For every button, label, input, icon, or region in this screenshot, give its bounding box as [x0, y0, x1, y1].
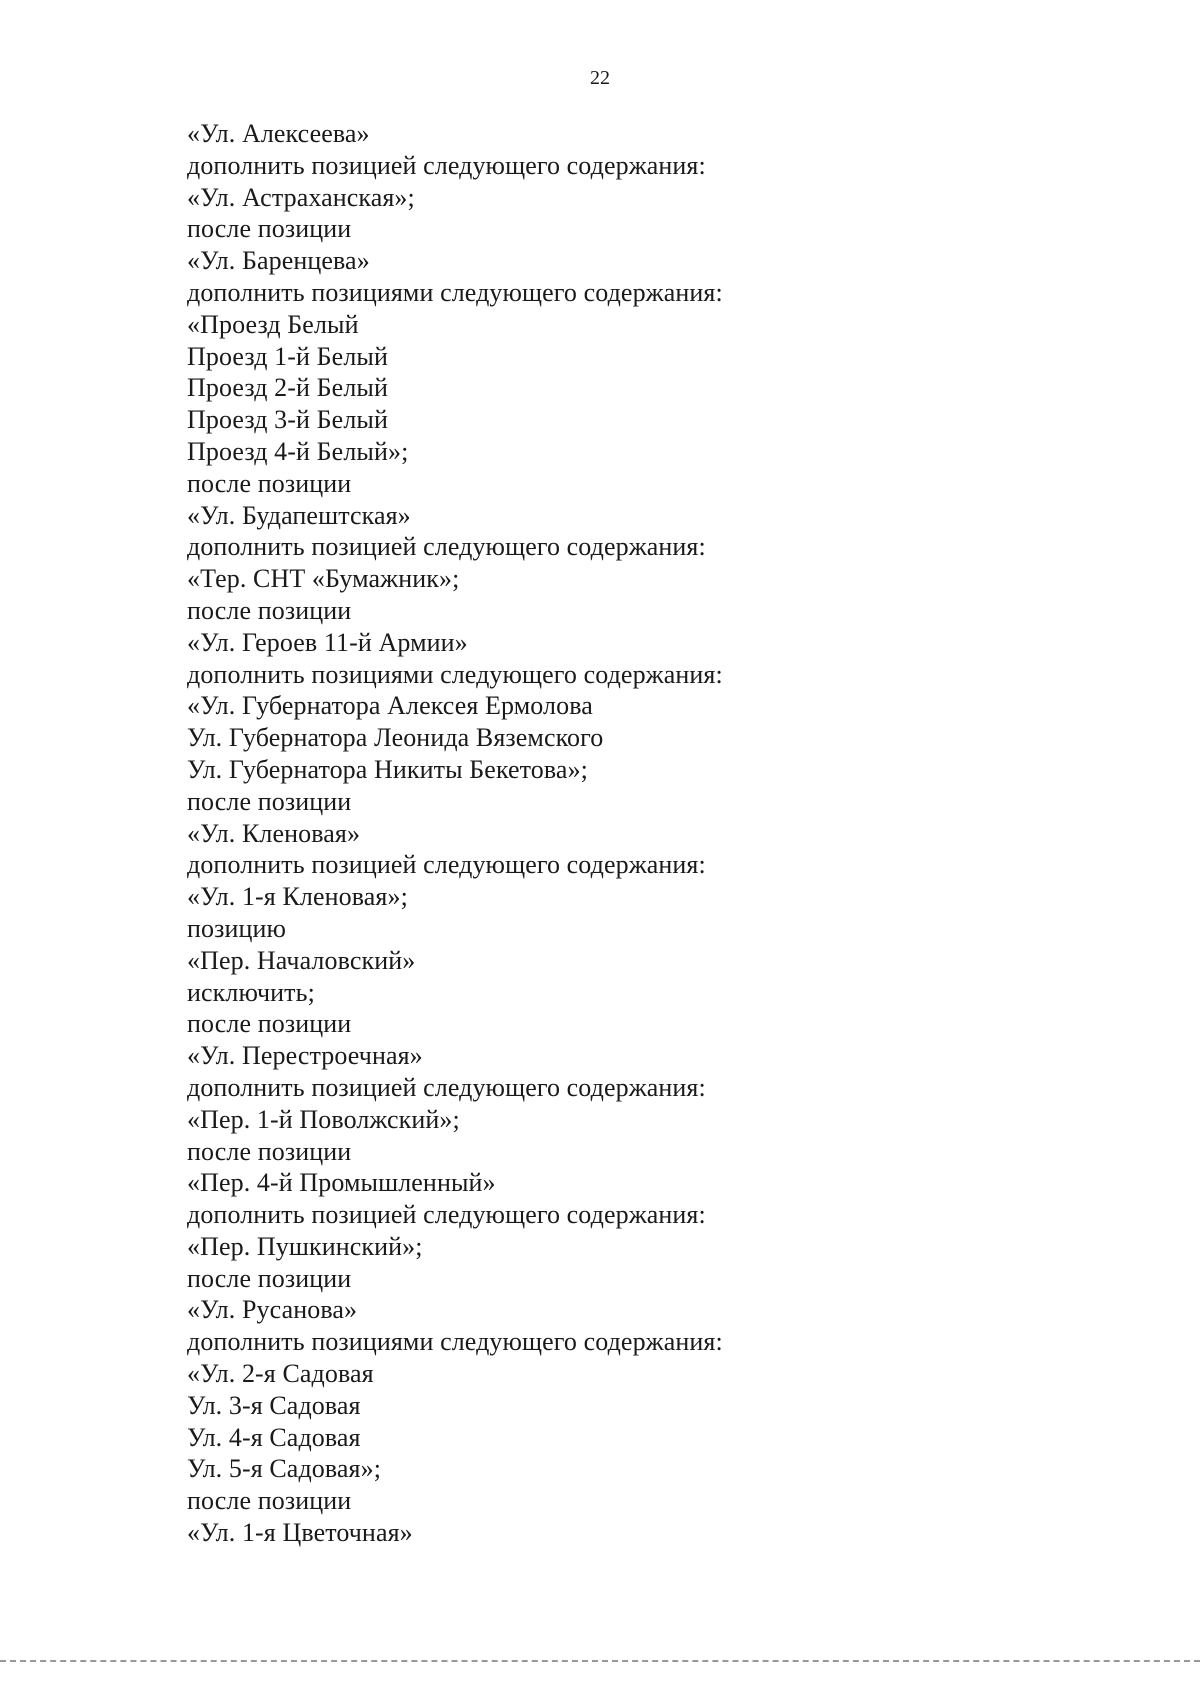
text-line: Проезд 4-й Белый»; [187, 436, 409, 466]
text-line: дополнить позицией следующего содержания: [187, 532, 706, 562]
text-line: после позиции [187, 595, 352, 625]
text-line: «Ул. Астраханская»; [187, 182, 415, 212]
text-line: Ул. Губернатора Леонида Вяземского [187, 723, 604, 753]
text-line: дополнить позицией следующего содержания: [187, 1072, 706, 1102]
text-line: «Ул. Будапештская» [187, 500, 411, 530]
text-line: «Ул. 1-я Цветочная» [187, 1518, 413, 1548]
text-line: «Тер. СНТ «Бумажник»; [187, 564, 460, 594]
text-line: дополнить позициями следующего содержания: [187, 1327, 723, 1357]
text-line: «Ул. 1-я Кленовая»; [187, 882, 408, 912]
page-number: 22 [590, 67, 610, 89]
text-line: после позиции [187, 1136, 352, 1166]
text-line: Проезд 1-й Белый [187, 341, 388, 371]
page-bottom-edge [0, 1660, 1200, 1662]
text-line: дополнить позициями следующего содержания: [187, 659, 723, 689]
text-line: Проезд 3-й Белый [187, 405, 388, 435]
text-line: исключить; [187, 977, 315, 1007]
text-line: «Пер. Пушкинский»; [187, 1231, 423, 1261]
text-line: дополнить позицией следующего содержания: [187, 1200, 706, 1230]
text-line: «Проезд Белый [187, 309, 359, 339]
text-line: после позиции [187, 1009, 352, 1039]
text-line: позицию [187, 913, 287, 943]
text-line: «Пер. 4-й Промышленный» [187, 1168, 496, 1198]
text-line: «Ул. Кленовая» [187, 818, 361, 848]
text-line: после позиции [187, 1486, 352, 1516]
text-line: после позиции [187, 214, 352, 244]
text-line: Ул. 4-я Садовая [187, 1422, 361, 1452]
text-line: «Ул. Алексеева» [187, 119, 370, 148]
text-line: дополнить позицией следующего содержания: [187, 850, 706, 880]
text-line: «Ул. Баренцева» [187, 246, 370, 276]
text-line: дополнить позициями следующего содержания: [187, 277, 723, 307]
text-line: «Ул. Русанова» [187, 1295, 358, 1325]
text-line: после позиции [187, 786, 352, 816]
text-line: «Ул. 2-я Садовая [187, 1359, 374, 1389]
text-line: «Ул. Губернатора Алексея Ермолова [187, 691, 593, 721]
text-line: дополнить позицией следующего содержания: [187, 150, 706, 180]
text-line: Ул. 5-я Садовая»; [187, 1454, 382, 1484]
text-line: Ул. Губернатора Никиты Бекетова»; [187, 754, 588, 784]
text-line: после позиции [187, 468, 352, 498]
document-body [187, 118, 1087, 1549]
text-line: Проезд 2-й Белый [187, 373, 388, 403]
text-line: «Пер. 1-й Поволжский»; [187, 1104, 460, 1134]
text-line: после позиции [187, 1263, 352, 1293]
text-line: «Ул. Перестроечная» [187, 1041, 423, 1071]
text-line: «Ул. Героев 11-й Армии» [187, 627, 468, 657]
text-line: Ул. 3-я Садовая [187, 1390, 361, 1420]
text-line: «Пер. Началовский» [187, 945, 416, 975]
